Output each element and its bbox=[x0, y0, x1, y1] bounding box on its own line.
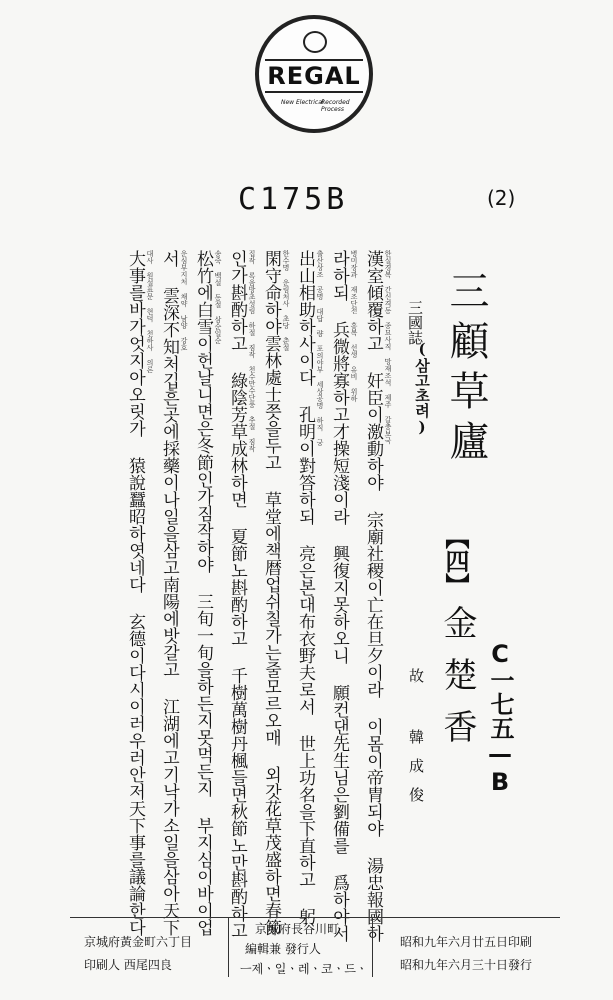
colophon-company: ㅡ제ㆍ일ㆍ레ㆍ코ㆍ드ㆍ bbox=[240, 962, 368, 976]
gloss-column-4: 한수명 운림처사 초당 춘절 bbox=[282, 250, 290, 351]
colophon-printer-address: 京城府黃金町六丁目 bbox=[84, 935, 193, 949]
colophon-top-rule bbox=[70, 917, 560, 918]
colophon-right-divider bbox=[372, 917, 373, 977]
label-trademark-icon bbox=[303, 31, 327, 53]
catalog-number: C175B bbox=[238, 182, 349, 217]
gloss-column-7: 운심부지처 채약 남양 강호 bbox=[180, 250, 188, 351]
gloss-column-5: 집작 록음방초성림 하절 짐작 천수만수단풍 추절 짐작 bbox=[248, 250, 256, 452]
gloss-column-6: 송죽 백설 동절 삼순일순 bbox=[214, 250, 222, 344]
gloss-column-2: 병미장과 재조단천 흥복 선생 유비 위하 bbox=[350, 250, 358, 402]
colophon-print-date: 昭和九年六月廿五日印刷 bbox=[400, 935, 533, 949]
text-column-7: 서 雲深不知처깁흔곳에採藥이나일을삼고南陽에밧갈고 江湖에고기낙가소일을삼아天下 bbox=[159, 250, 179, 936]
colophon-publisher-address: 京城府長谷川町 bbox=[255, 922, 340, 936]
label-sub-left: New Electrical bbox=[281, 99, 324, 106]
colophon-publish-date: 昭和九年六月三十日發行 bbox=[400, 958, 533, 972]
author-credit: 故 韓成俊 bbox=[407, 668, 425, 816]
label-sub-right: Recorded Process bbox=[321, 99, 350, 113]
colophon-left-divider bbox=[228, 917, 229, 977]
performer-name: 金楚香 bbox=[437, 605, 477, 761]
gloss-column-1: 한실경복 간신격동 종묘사직 망재조석 제주 갈충보국 bbox=[384, 250, 392, 444]
label-brand: REGAL bbox=[265, 59, 363, 93]
title: 三顧草廬 bbox=[443, 270, 489, 470]
regal-record-label bbox=[255, 15, 373, 133]
text-column-6: 松竹에白雪이헌날니면은冬節인가짐작하야 三旬一旬을하든지못먹든지 부지심이바이업 bbox=[193, 250, 213, 936]
part-number: 【四】 bbox=[441, 525, 470, 597]
text-column-1: 漢室傾覆하고 奸臣이激動하야 宗廟社稷이亡在旦夕이라 이몸이帝胄되야 湯忠報國하 bbox=[363, 250, 383, 942]
title-reading: (삼고초려) bbox=[413, 340, 431, 436]
side-code: C一七五—B bbox=[486, 640, 514, 796]
text-column-8: 大事를바가엇지아오릿가 猿說蠶昭하엿네다 玄德이다시이러우러안저天下事를議論한다 bbox=[125, 250, 145, 936]
gloss-column-3: 출산상조 공명 대답 량 포의야부 세상공명 하직 궁 bbox=[316, 250, 324, 446]
text-column-5: 인가斟酌하고 綠陰芳草成林하면 夏節노斟酌하고 千樹萬樹丹楓들면秋節노만斟酌하고 bbox=[227, 250, 247, 939]
gloss-column-8: 대사 원설표문 현덕 천하사 의론 bbox=[146, 250, 154, 373]
colophon-printer-name: 印刷人 西尾四良 bbox=[84, 958, 172, 972]
text-column-2: 라하되 兵微將寡하고才操短淺이라 興復지못하오니 願컨댄先生님은劉備를 爲하야서 bbox=[329, 250, 349, 942]
colophon-editor-label: 編輯兼 發行人 bbox=[245, 942, 321, 956]
series-title: 三國誌 bbox=[406, 300, 424, 345]
page-number: (2) bbox=[487, 186, 516, 210]
text-column-3: 出山相助하사이다 孔明이對答하되 亮은본대布衣野夫로서 世上功名을下直하고 躬 bbox=[295, 250, 315, 925]
text-column-4: 閑守命하야雲林處士쯧을두고 草堂에책暦업쉬칠가는줄모르오매 외갓花草茂盛하면春節 bbox=[261, 250, 281, 936]
